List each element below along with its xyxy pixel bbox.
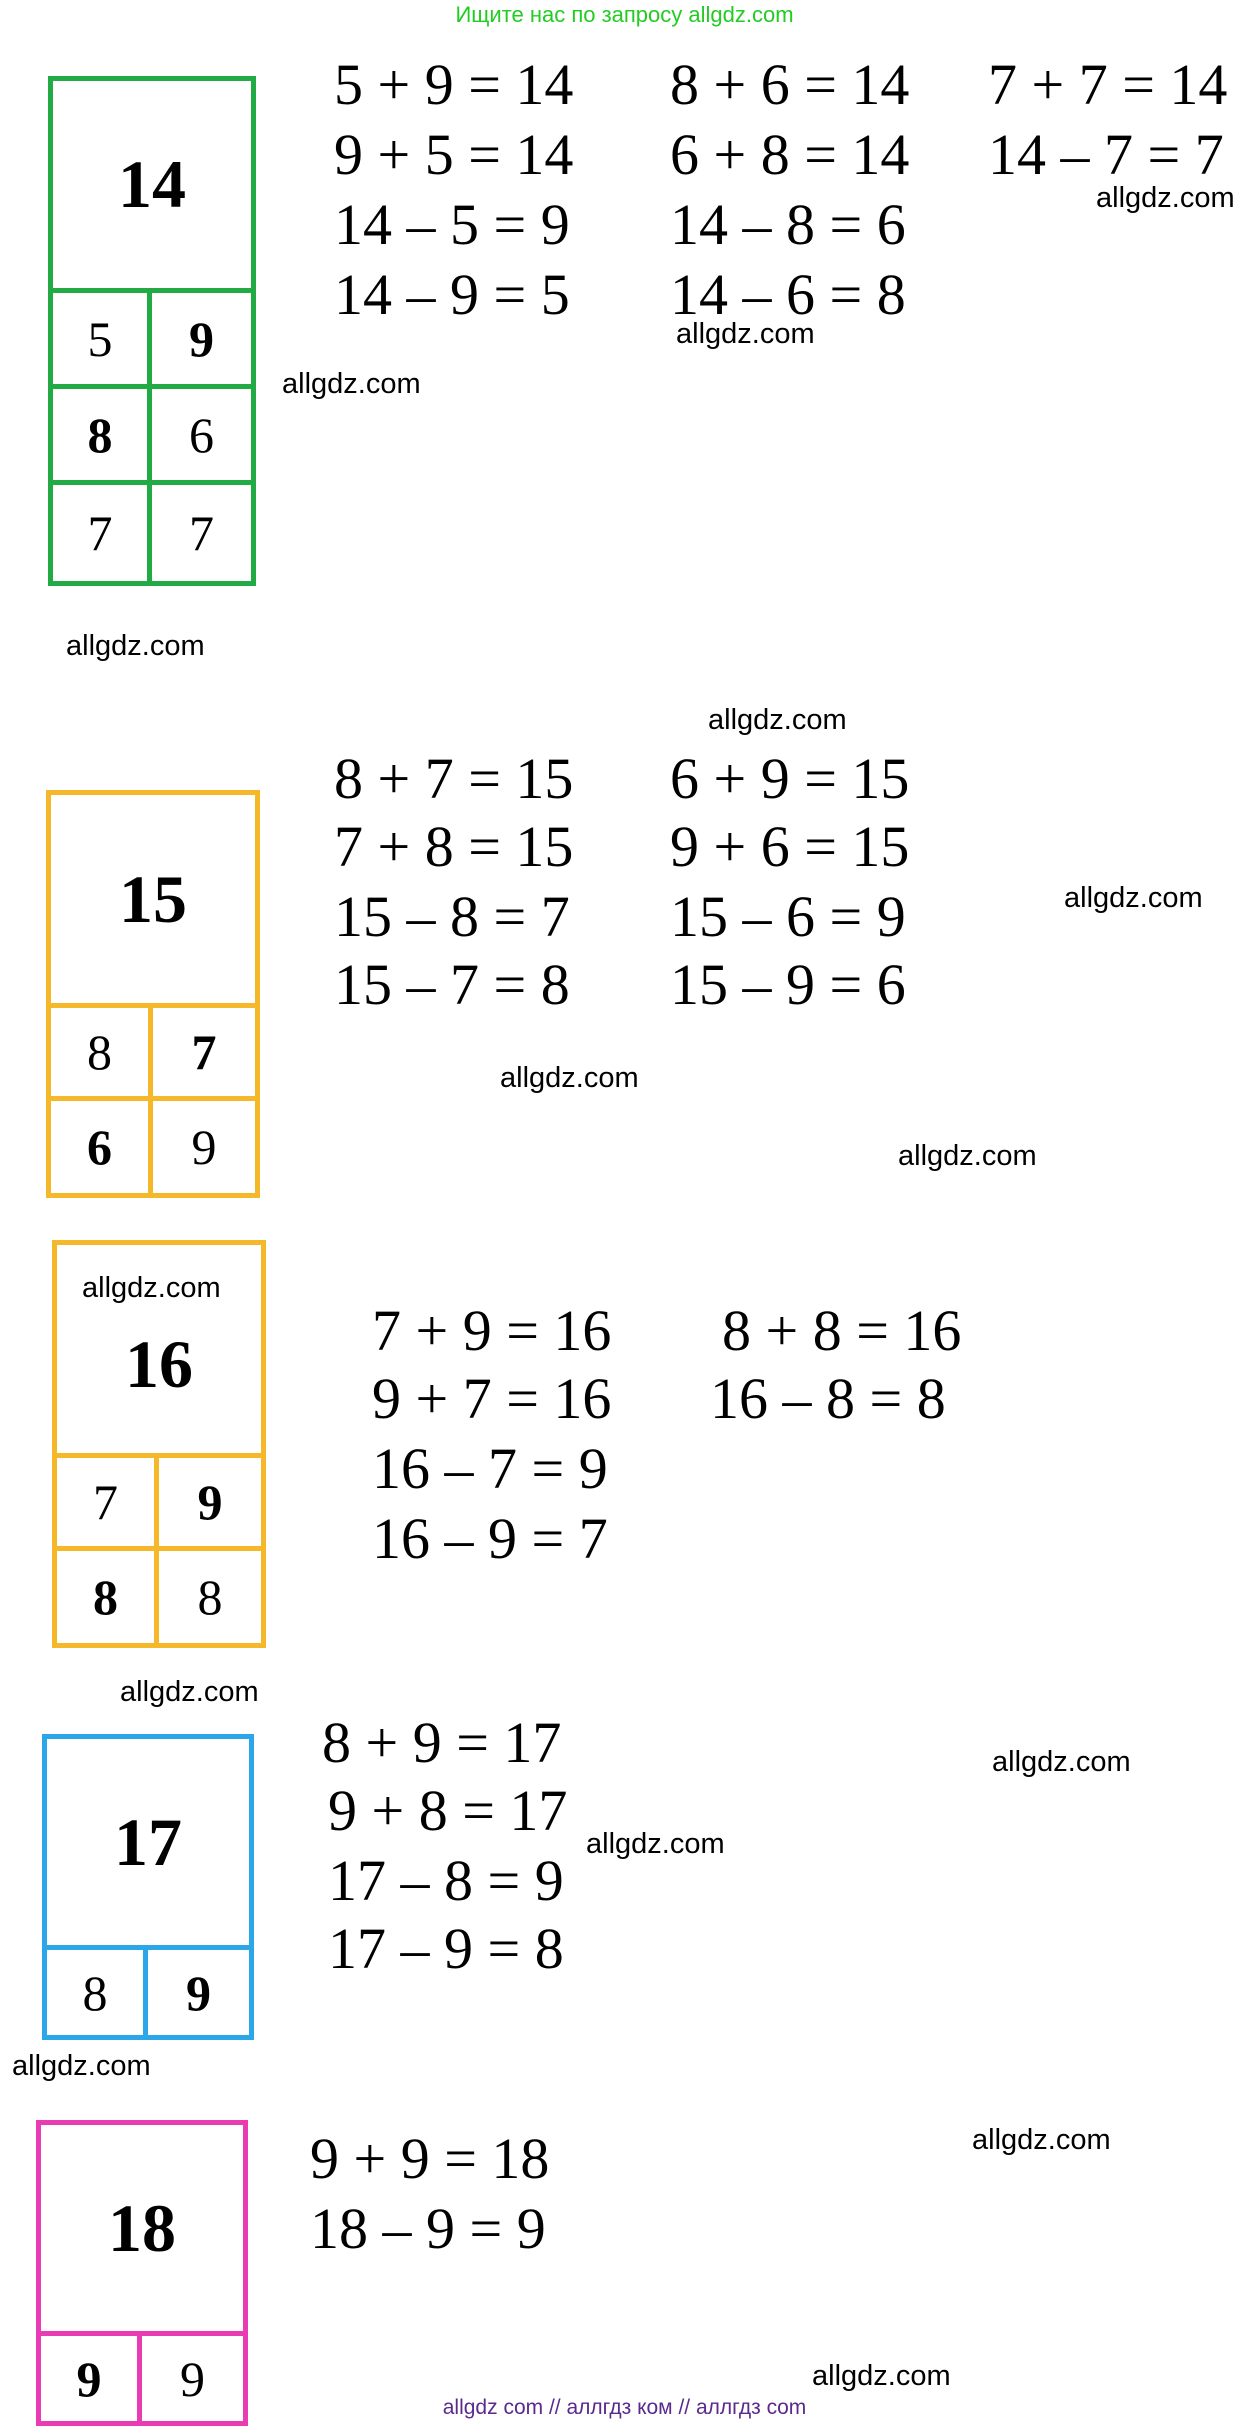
equation: 5 + 9 = 14	[334, 52, 574, 117]
pair-cell: 8	[57, 1551, 159, 1644]
watermark: allgdz.com	[500, 1062, 639, 1094]
equation: 18 – 9 = 9	[310, 2196, 546, 2261]
pair-cell: 7	[53, 485, 152, 581]
house-total: 15	[119, 860, 187, 937]
house-pairs-grid	[53, 288, 251, 581]
pair-cell: 9	[41, 2336, 142, 2421]
equation: 9 + 9 = 18	[310, 2126, 550, 2191]
pair-cell: 9	[191, 1118, 217, 1175]
equation: 7 + 9 = 16	[372, 1298, 612, 1363]
pair-cell: 8	[197, 1568, 223, 1625]
equation: 8 + 6 = 14	[670, 52, 910, 117]
house-total: 14	[118, 146, 186, 222]
equation: 8 + 9 = 17	[322, 1710, 562, 1775]
number-house-15	[46, 790, 260, 1198]
house-pairs-grid	[57, 1453, 261, 1643]
number-house-14	[48, 76, 256, 586]
equation: 9 + 8 = 17	[328, 1778, 568, 1843]
watermark: allgdz.com	[82, 1272, 221, 1304]
number-house-18	[36, 2120, 248, 2426]
equation: 6 + 8 = 14	[670, 122, 910, 187]
pair-cell: 9	[180, 2350, 205, 2407]
watermark: allgdz.com	[586, 1828, 725, 1860]
watermark: allgdz.com	[66, 630, 205, 662]
equation: 9 + 7 = 16	[372, 1366, 612, 1431]
equation: 15 – 6 = 9	[670, 884, 906, 949]
number-house-17	[42, 1734, 254, 2040]
watermark: allgdz.com	[676, 318, 815, 350]
equation: 17 – 9 = 8	[328, 1916, 564, 1981]
pair-cell: 9	[159, 1458, 261, 1551]
pair-cell: 7	[153, 1008, 255, 1101]
equation: 16 – 9 = 7	[372, 1506, 608, 1571]
watermark: allgdz.com	[812, 2360, 951, 2392]
equation: 14 – 9 = 5	[334, 262, 570, 327]
footer-text[interactable]: allgdz com // аллгдз ком // аллгдз com	[442, 2396, 807, 2419]
watermark: allgdz.com	[282, 368, 421, 400]
watermark: allgdz.com	[972, 2124, 1111, 2156]
house-total: 18	[108, 2189, 176, 2266]
watermark: allgdz.com	[12, 2050, 151, 2082]
pair-cell: 6	[152, 389, 251, 485]
watermark: allgdz.com	[1064, 882, 1203, 914]
equation: 16 – 7 = 9	[372, 1436, 608, 1501]
watermark: allgdz.com	[708, 704, 847, 736]
house-total: 16	[125, 1325, 193, 1402]
watermark: allgdz.com	[1096, 182, 1235, 214]
equation: 15 – 7 = 8	[334, 952, 570, 1017]
watermark: allgdz.com	[992, 1746, 1131, 1778]
equation: 7 + 7 = 14	[988, 52, 1228, 117]
equation: 14 – 7 = 7	[988, 122, 1224, 187]
equation: 14 – 8 = 6	[670, 192, 906, 257]
house-pairs-grid	[51, 1003, 255, 1193]
equation: 15 – 8 = 7	[334, 884, 570, 949]
pair-cell: 9	[186, 1964, 211, 2021]
pair-cell: 6	[51, 1101, 153, 1194]
equation: 7 + 8 = 15	[334, 814, 574, 879]
header-banner[interactable]: Ищите нас по запросу allgdz.com	[455, 2, 794, 27]
equation: 14 – 6 = 8	[670, 262, 906, 327]
pair-cell: 5	[53, 293, 152, 389]
pair-cell: 8	[47, 1950, 148, 2035]
equation: 15 – 9 = 6	[670, 952, 906, 1017]
pair-cell: 7	[189, 505, 214, 561]
equation: 9 + 6 = 15	[670, 814, 910, 879]
equation: 14 – 5 = 9	[334, 192, 570, 257]
watermark: allgdz.com	[898, 1140, 1037, 1172]
pair-cell: 7	[57, 1458, 159, 1551]
equation: 17 – 8 = 9	[328, 1848, 564, 1913]
equation: 6 + 9 = 15	[670, 746, 910, 811]
house-total: 17	[114, 1803, 182, 1880]
pair-cell: 8	[53, 389, 152, 485]
pair-cell: 9	[152, 293, 251, 389]
house-pairs-grid	[47, 1945, 249, 2035]
watermark: allgdz.com	[120, 1676, 259, 1708]
equation: 8 + 7 = 15	[334, 746, 574, 811]
equation: 9 + 5 = 14	[334, 122, 574, 187]
equation: 8 + 8 = 16	[722, 1298, 962, 1363]
pair-cell: 8	[51, 1008, 153, 1101]
equation: 16 – 8 = 8	[710, 1366, 946, 1431]
